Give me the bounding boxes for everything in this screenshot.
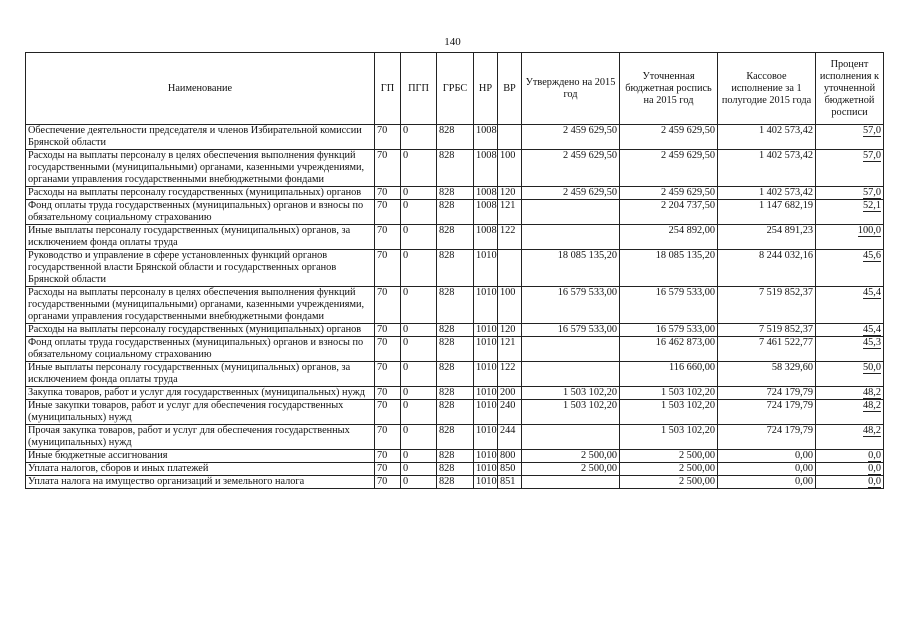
- cell-approved: [522, 476, 620, 489]
- cell-cash: 58 329,60: [718, 362, 816, 387]
- cell-grbs: 828: [437, 425, 474, 450]
- cell-refined: 1 503 102,20: [620, 387, 718, 400]
- cell-approved: [522, 362, 620, 387]
- cell-vr: 120: [498, 324, 522, 337]
- table-row: [26, 200, 884, 225]
- cell-np: 1010: [474, 425, 498, 450]
- cell-name: Уплата налога на имущество организаций и земельного налога: [26, 476, 375, 489]
- cell-refined: 2 500,00: [620, 450, 718, 463]
- cell-pgp: 0: [401, 200, 437, 225]
- cell-vr: 122: [498, 225, 522, 250]
- cell-np: 1008: [474, 225, 498, 250]
- cell-refined: 16 579 533,00: [620, 324, 718, 337]
- cell-percent: [816, 324, 884, 337]
- cell-pgp: 0: [401, 476, 437, 489]
- budget-table: [25, 52, 884, 489]
- cell-refined: 254 892,00: [620, 225, 718, 250]
- cell-cash: 724 179,79: [718, 425, 816, 450]
- cell-cash: 254 891,23: [718, 225, 816, 250]
- cell-vr: [498, 250, 522, 287]
- cell-refined: 16 462 873,00: [620, 337, 718, 362]
- cell-cash: 1 402 573,42: [718, 150, 816, 187]
- cell-np: 1010: [474, 476, 498, 489]
- cell-grbs: 828: [437, 476, 474, 489]
- cell-grbs: 828: [437, 187, 474, 200]
- cell-vr: 100: [498, 150, 522, 187]
- cell-name: Обеспечение деятельности председателя и членов Избирательной комиссии Брянской области: [26, 125, 375, 150]
- cell-percent: [816, 225, 884, 250]
- table-row: [26, 250, 884, 287]
- cell-approved: 16 579 533,00: [522, 287, 620, 324]
- header-refined: Уточненная бюджетная роспись на 2015 год: [620, 53, 718, 125]
- cell-pgp: 0: [401, 463, 437, 476]
- cell-gp: 70: [375, 225, 401, 250]
- cell-cash: 7 461 522,77: [718, 337, 816, 362]
- table-row: [26, 125, 884, 150]
- cell-name: Закупка товаров, работ и услуг для государственных (муниципальных) нужд: [26, 387, 375, 400]
- cell-np: 1008: [474, 187, 498, 200]
- cell-grbs: 828: [437, 125, 474, 150]
- cell-cash: 1 147 682,19: [718, 200, 816, 225]
- cell-pgp: 0: [401, 324, 437, 337]
- cell-approved: 16 579 533,00: [522, 324, 620, 337]
- cell-vr: 851: [498, 476, 522, 489]
- cell-vr: 850: [498, 463, 522, 476]
- cell-approved: 18 085 135,20: [522, 250, 620, 287]
- cell-percent: [816, 387, 884, 400]
- cell-vr: 244: [498, 425, 522, 450]
- cell-pgp: 0: [401, 337, 437, 362]
- cell-gp: 70: [375, 324, 401, 337]
- cell-gp: 70: [375, 287, 401, 324]
- cell-gp: 70: [375, 187, 401, 200]
- cell-refined: 2 459 629,50: [620, 187, 718, 200]
- cell-percent: [816, 425, 884, 450]
- percent-value: 45,3: [862, 337, 881, 348]
- cell-vr: 100: [498, 287, 522, 324]
- cell-refined: 1 503 102,20: [620, 425, 718, 450]
- cell-pgp: 0: [401, 425, 437, 450]
- cell-cash: 0,00: [718, 476, 816, 489]
- cell-np: 1010: [474, 450, 498, 463]
- cell-np: 1010: [474, 250, 498, 287]
- cell-cash: 8 244 032,16: [718, 250, 816, 287]
- cell-gp: 70: [375, 337, 401, 362]
- cell-gp: 70: [375, 476, 401, 489]
- cell-cash: 1 402 573,42: [718, 125, 816, 150]
- cell-name: Расходы на выплаты персоналу государственных (муниципальных) органов: [26, 187, 375, 200]
- table-row: [26, 187, 884, 200]
- cell-np: 1010: [474, 362, 498, 387]
- cell-name: Прочая закупка товаров, работ и услуг для обеспечения государственных (муниципальных) нужд: [26, 425, 375, 450]
- header-percent: Процент исполнения к уточненной бюджетной росписи: [816, 53, 884, 125]
- cell-grbs: 828: [437, 362, 474, 387]
- percent-value: 48,2: [862, 400, 881, 411]
- cell-vr: 200: [498, 387, 522, 400]
- cell-cash: 7 519 852,37: [718, 324, 816, 337]
- cell-gp: 70: [375, 387, 401, 400]
- cell-cash: 7 519 852,37: [718, 287, 816, 324]
- cell-grbs: 828: [437, 200, 474, 225]
- cell-gp: 70: [375, 125, 401, 150]
- cell-gp: 70: [375, 250, 401, 287]
- cell-name: Расходы на выплаты персоналу в целях обеспечения выполнения функций государственными (муниципальными) органами, казенными учреждениями, органами управления государственными внебюджетными фондами: [26, 150, 375, 187]
- table-row: [26, 337, 884, 362]
- cell-pgp: 0: [401, 362, 437, 387]
- percent-value: 0,0: [868, 463, 881, 474]
- cell-pgp: 0: [401, 387, 437, 400]
- cell-refined: 2 459 629,50: [620, 150, 718, 187]
- cell-name: Руководство и управление в сфере установленных функций органов государственной власти Брянской области и государственных органов Брянской области: [26, 250, 375, 287]
- cell-np: 1008: [474, 150, 498, 187]
- cell-pgp: 0: [401, 287, 437, 324]
- cell-name: Уплата налогов, сборов и иных платежей: [26, 463, 375, 476]
- header-np: НР: [474, 53, 498, 125]
- cell-percent: [816, 125, 884, 150]
- cell-pgp: 0: [401, 400, 437, 425]
- percent-value: 45,6: [862, 250, 881, 261]
- cell-pgp: 0: [401, 450, 437, 463]
- cell-gp: 70: [375, 400, 401, 425]
- cell-refined: 2 459 629,50: [620, 125, 718, 150]
- cell-grbs: 828: [437, 150, 474, 187]
- cell-percent: [816, 476, 884, 489]
- cell-grbs: 828: [437, 387, 474, 400]
- table-row: [26, 400, 884, 425]
- header-pgp: ПГП: [401, 53, 437, 125]
- cell-grbs: 828: [437, 400, 474, 425]
- cell-approved: 2 459 629,50: [522, 125, 620, 150]
- header-name: Наименование: [26, 53, 375, 125]
- header-approved: Утверждено на 2015 год: [522, 53, 620, 125]
- table-row: [26, 225, 884, 250]
- table-row: [26, 362, 884, 387]
- percent-value: 52,1: [862, 200, 881, 211]
- cell-gp: 70: [375, 463, 401, 476]
- percent-value: 45,4: [862, 287, 881, 298]
- cell-np: 1010: [474, 287, 498, 324]
- percent-value: 48,2: [862, 425, 881, 436]
- cell-vr: 121: [498, 200, 522, 225]
- cell-pgp: 0: [401, 125, 437, 150]
- cell-refined: 1 503 102,20: [620, 400, 718, 425]
- cell-approved: 2 459 629,50: [522, 150, 620, 187]
- cell-refined: 16 579 533,00: [620, 287, 718, 324]
- cell-name: Иные выплаты персоналу государственных (муниципальных) органов, за исключением фонда оплаты труда: [26, 225, 375, 250]
- table-header-row: [26, 53, 884, 125]
- table-row: [26, 287, 884, 324]
- cell-percent: [816, 450, 884, 463]
- cell-np: 1008: [474, 200, 498, 225]
- table-row: [26, 150, 884, 187]
- cell-grbs: 828: [437, 450, 474, 463]
- cell-gp: 70: [375, 150, 401, 187]
- cell-cash: 724 179,79: [718, 387, 816, 400]
- cell-cash: 0,00: [718, 450, 816, 463]
- header-grbs: ГРБС: [437, 53, 474, 125]
- cell-cash: 724 179,79: [718, 400, 816, 425]
- cell-percent: [816, 250, 884, 287]
- percent-value: 45,4: [862, 324, 881, 335]
- cell-name: Иные закупки товаров, работ и услуг для обеспечения государственных (муниципальных) нужд: [26, 400, 375, 425]
- cell-refined: 116 660,00: [620, 362, 718, 387]
- cell-name: Фонд оплаты труда государственных (муниципальных) органов и взносы по обязательному социальному страхованию: [26, 337, 375, 362]
- table-row: [26, 324, 884, 337]
- cell-percent: [816, 362, 884, 387]
- cell-name: Расходы на выплаты персоналу в целях обеспечения выполнения функций государственными (муниципальными) органами, казенными учреждениями, органами управления государственными внебюджетными фондами: [26, 287, 375, 324]
- cell-approved: [522, 225, 620, 250]
- cell-approved: [522, 337, 620, 362]
- cell-gp: 70: [375, 200, 401, 225]
- cell-pgp: 0: [401, 150, 437, 187]
- cell-gp: 70: [375, 362, 401, 387]
- cell-np: 1010: [474, 463, 498, 476]
- cell-approved: [522, 200, 620, 225]
- cell-refined: 18 085 135,20: [620, 250, 718, 287]
- cell-percent: [816, 200, 884, 225]
- percent-value: 50,0: [862, 362, 881, 373]
- cell-vr: 121: [498, 337, 522, 362]
- cell-np: 1008: [474, 125, 498, 150]
- cell-name: Иные выплаты персоналу государственных (муниципальных) органов, за исключением фонда оплаты труда: [26, 362, 375, 387]
- header-gp: ГП: [375, 53, 401, 125]
- cell-np: 1010: [474, 400, 498, 425]
- table-row: [26, 425, 884, 450]
- cell-vr: 240: [498, 400, 522, 425]
- table-row: [26, 476, 884, 489]
- cell-grbs: 828: [437, 337, 474, 362]
- cell-vr: 800: [498, 450, 522, 463]
- cell-approved: 1 503 102,20: [522, 387, 620, 400]
- cell-vr: 122: [498, 362, 522, 387]
- cell-vr: [498, 125, 522, 150]
- table-row: [26, 387, 884, 400]
- cell-refined: 2 500,00: [620, 476, 718, 489]
- cell-percent: [816, 337, 884, 362]
- cell-grbs: 828: [437, 225, 474, 250]
- cell-grbs: 828: [437, 250, 474, 287]
- table-row: [26, 450, 884, 463]
- cell-percent: [816, 400, 884, 425]
- percent-value: 0,0: [868, 476, 881, 487]
- cell-refined: 2 204 737,50: [620, 200, 718, 225]
- percent-value: 48,2: [862, 387, 881, 398]
- cell-np: 1010: [474, 337, 498, 362]
- percent-value: 57,0: [862, 150, 881, 161]
- header-vr: ВР: [498, 53, 522, 125]
- cell-approved: 2 459 629,50: [522, 187, 620, 200]
- percent-value: 57,0: [862, 125, 881, 136]
- cell-gp: 70: [375, 425, 401, 450]
- cell-name: Расходы на выплаты персоналу государственных (муниципальных) органов: [26, 324, 375, 337]
- cell-pgp: 0: [401, 225, 437, 250]
- cell-percent: [816, 187, 884, 200]
- cell-cash: 1 402 573,42: [718, 187, 816, 200]
- page-number: 140: [444, 36, 461, 48]
- cell-np: 1010: [474, 387, 498, 400]
- cell-grbs: 828: [437, 324, 474, 337]
- cell-grbs: 828: [437, 287, 474, 324]
- cell-pgp: 0: [401, 250, 437, 287]
- cell-percent: [816, 287, 884, 324]
- cell-percent: [816, 150, 884, 187]
- cell-vr: 120: [498, 187, 522, 200]
- cell-percent: [816, 463, 884, 476]
- cell-approved: 2 500,00: [522, 463, 620, 476]
- header-cash: Кассовое исполнение за 1 полугодие 2015 года: [718, 53, 816, 125]
- percent-value: 57,0: [862, 187, 881, 198]
- cell-grbs: 828: [437, 463, 474, 476]
- cell-name: Иные бюджетные ассигнования: [26, 450, 375, 463]
- table-row: [26, 463, 884, 476]
- cell-approved: [522, 425, 620, 450]
- cell-approved: 2 500,00: [522, 450, 620, 463]
- cell-pgp: 0: [401, 187, 437, 200]
- cell-gp: 70: [375, 450, 401, 463]
- cell-cash: 0,00: [718, 463, 816, 476]
- cell-name: Фонд оплаты труда государственных (муниципальных) органов и взносы по обязательному социальному страхованию: [26, 200, 375, 225]
- cell-approved: 1 503 102,20: [522, 400, 620, 425]
- percent-value: 0,0: [868, 450, 881, 461]
- cell-refined: 2 500,00: [620, 463, 718, 476]
- cell-np: 1010: [474, 324, 498, 337]
- percent-value: 100,0: [857, 225, 881, 236]
